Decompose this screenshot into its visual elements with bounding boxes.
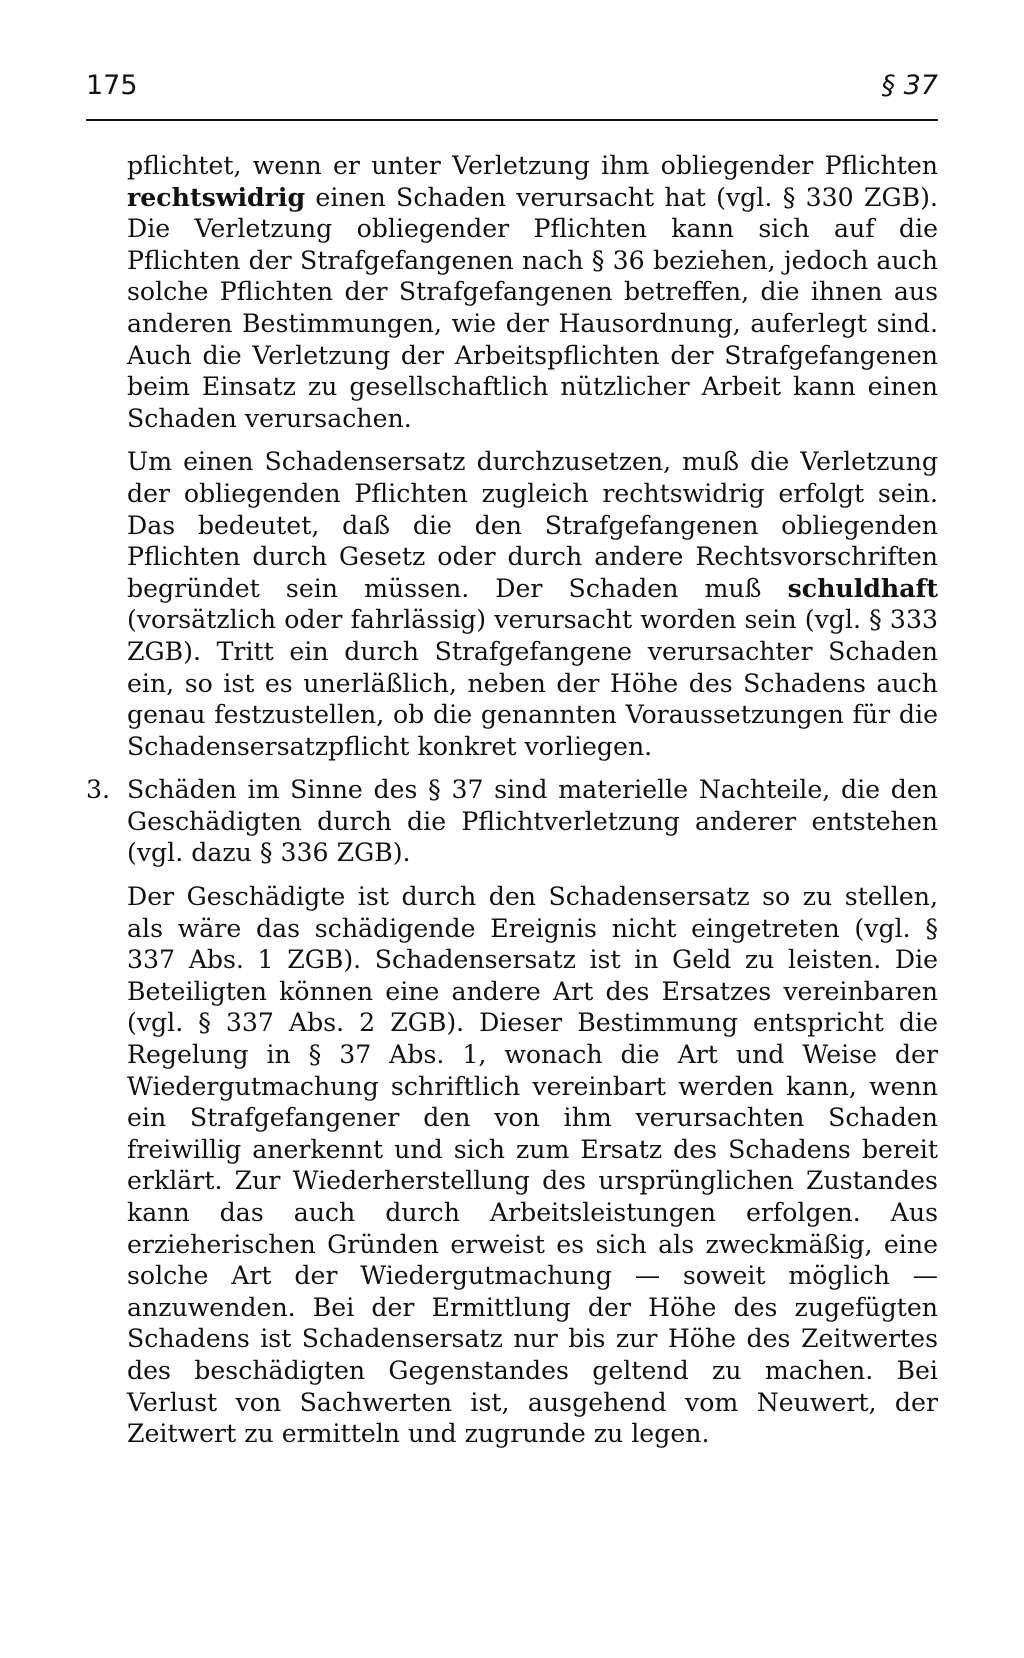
paragraph-text: (vorsätzlich oder fahrlässig) verursacht worden sein (vgl. § 333 ZGB). Tritt ein durch Strafgefangene verursachter Schaden ein, so ist es unerläßlich, neben der Höhe des Schadens auch genau festzustellen, ob die genannten Voraussetzungen für die Schadensersatzpflicht konkret vorliegen. bbox=[127, 605, 938, 761]
paragraph-schadensersatz bbox=[127, 446, 938, 762]
paragraph-geschaedigte: Der Geschädigte ist durch den Schadensersatz so zu stellen, als wäre das schädigende Ereignis nicht eingetreten (vgl. § 337 Abs. 1 ZGB). Schadensersatz ist in Geld zu leisten. Die Beteiligten können eine andere Art des Ersatzes vereinbaren (vgl. § 337 Abs. 2 ZGB). Dieser Bestimmung entspricht die Regelung in § 37 Abs. 1, wonach die Art und Weise der Wiedergutmachung schriftlich vereinbart werden kann, wenn ein Strafgefangener den von ihm verursachten Schaden freiwillig anerkennt und sich zum Ersatz des Schadens bereit erklärt. Zur Wiederherstellung des ursprünglichen Zustandes kann das auch durch Arbeitsleistungen erfolgen. Aus erzieherischen Gründen erweist es sich als zweckmäßig, eine solche Art der Wiedergutmachung — soweit möglich — anzuwenden. Bei der Ermittlung der Höhe des zugefügten Schadens ist Schadensersatz nur bis zur Höhe des Zeitwertes des beschädigten Gegenstandes geltend zu machen. Bei Verlust von Sachwerten ist, ausgehend vom Neuwert, der Zeitwert zu ermitteln und zugrunde zu legen. bbox=[127, 882, 938, 1449]
page-number: 175 bbox=[86, 70, 138, 101]
item-number: 3. bbox=[86, 775, 111, 805]
numbered-item-3 bbox=[86, 774, 938, 869]
bold-term-rechtswidrig: rechtswidrig bbox=[127, 181, 306, 212]
paragraph-continuation bbox=[127, 150, 938, 434]
paragraph-text: pflichtet, wenn er unter Verletzung ihm obliegender Pflichten bbox=[127, 151, 938, 180]
header-divider bbox=[86, 119, 938, 121]
page-header bbox=[86, 70, 938, 110]
item-text: Schäden im Sinne des § 37 sind materielle Nachteile, die den Geschädigten durch die Pflichtverletzung anderer entstehen (vgl. dazu § 336 ZGB). bbox=[127, 775, 938, 868]
paragraph-text: einen Schaden verursacht hat (vgl. § 330 ZGB). Die Verletzung obliegender Pflichten kann sich auf die Pflichten der Strafgefangenen nach § 36 beziehen, jedoch auch solche Pflichten der Strafgefangenen betreffen, die ihnen aus anderen Bestimmungen, wie der Hausordnung, auferlegt sind. Auch die Verletzung der Arbeitspflichten der Strafgefangenen beim Einsatz zu gesellschaftlich nützlicher Arbeit kann einen Schaden verursachen. bbox=[127, 182, 938, 433]
section-reference: § 37 bbox=[881, 70, 938, 101]
paragraph-text: Um einen Schadensersatz durchzusetzen, muß die Verletzung der obliegenden Pflichten zugleich rechtswidrig erfolgt sein. Das bedeutet, daß die den Strafgefangenen obliegenden Pflichten durch Gesetz oder durch andere Rechtsvorschriften begründet sein müssen. Der Schaden muß bbox=[127, 447, 938, 603]
bold-term-schuldhaft: schuldhaft bbox=[787, 572, 938, 603]
page-body bbox=[86, 150, 938, 1462]
